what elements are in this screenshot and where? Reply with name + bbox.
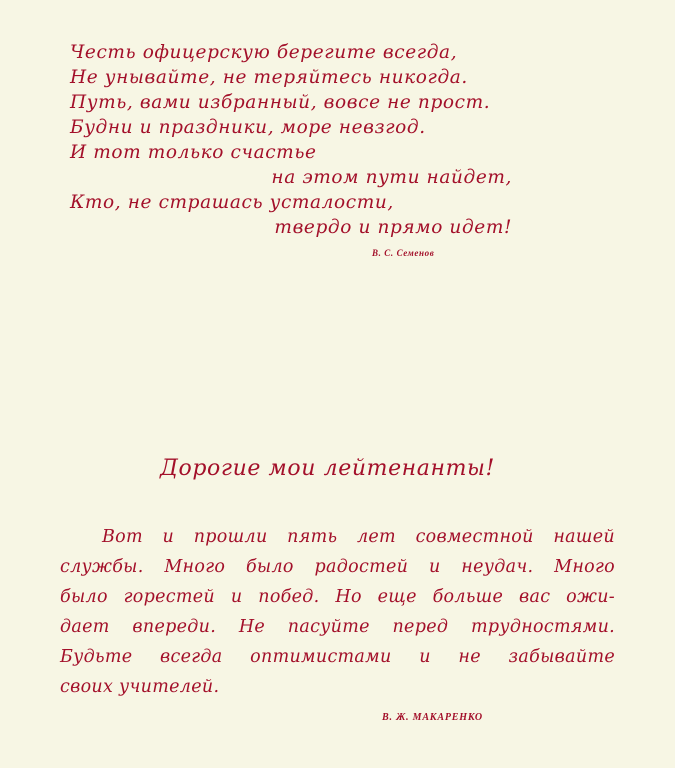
letter-line: службы. Много было радостей и неудач. Много [60, 557, 615, 577]
poem-line: твердо и прямо идет! [274, 217, 512, 238]
poem-line: Будни и праздники, море невзгод. [70, 117, 426, 138]
poem-line: Не унывайте, не теряйтесь никогда. [70, 67, 468, 88]
letter-line: Вот и прошли пять лет совместной нашей [102, 527, 615, 547]
poem-line: на этом пути найдет, [271, 167, 512, 188]
poem-line: Кто, не страшась усталости, [70, 192, 394, 213]
poem-line: И тот только счастье [70, 142, 317, 163]
letter-author: В. Ж. МАКАРЕНКО [382, 712, 483, 723]
letter-line: своих учителей. [60, 677, 220, 697]
letter-line: дает впереди. Не пасуйте перед трудностями. [60, 617, 615, 637]
letter-body [60, 522, 615, 702]
letter-line: Будьте всегда оптимистами и не забывайте [60, 647, 615, 667]
letter-heading: Дорогие мои лейтенанты! [160, 456, 496, 481]
poem-author: В. С. Семенов [372, 248, 435, 258]
poem-line: Честь офицерскую берегите всегда, [70, 42, 458, 63]
letter-line: было горестей и побед. Но еще больше вас ожи- [60, 587, 615, 607]
poem-line: Путь, вами избранный, вовсе не прост. [70, 92, 491, 113]
poem [70, 40, 530, 240]
